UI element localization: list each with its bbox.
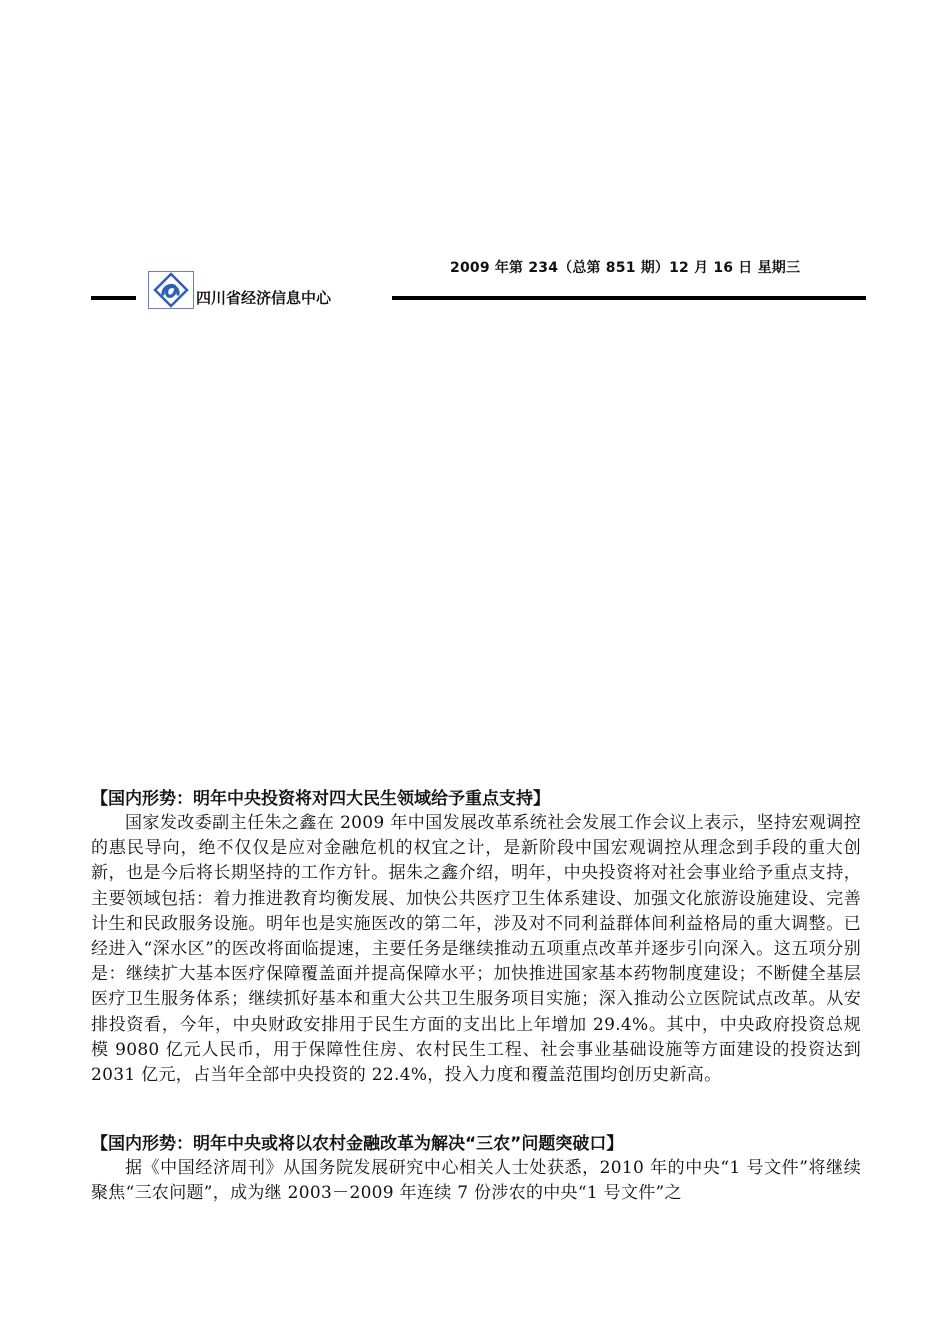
header-rule-left [91,296,136,300]
article [91,1132,861,1206]
article-body: 据《中国经济周刊》从国务院发展研究中心相关人士处获悉，2010 年的中央“1 号文件”将继续聚焦“三农问题”，成为继 2003－2009 年连续 7 份涉农的中央“1 号文件”之 [91,1158,861,1204]
header-rule-right [392,296,866,300]
article [91,787,861,1088]
issue-date-line: 2009 年第 234（总第 851 期）12 月 16 日 星期三 [450,260,801,276]
article-headline: 【国内形势：明年中央投资将对四大民生领域给予重点支持】 [91,789,550,809]
org-name: 四川省经济信息中心 [196,289,332,307]
article-headline: 【国内形势：明年中央或将以农村金融改革为解决“三农”问题突破口】 [91,1134,624,1154]
article-body: 国家发改委副主任朱之鑫在 2009 年中国发展改革系统社会发展工作会议上表示，坚持宏观调控的惠民导向，绝不仅仅是应对金融危机的权宜之计，是新阶段中国宏观调控从理念到手段的重大创新，也是今后将长期坚持的工作方针。据朱之鑫介绍，明年，中央投资将对社会事业给予重点支持，主要领域包括：着力推进教育均衡发展、加快公共医疗卫生体系建设、加强文化旅游设施建设、完善计生和民政服务设施。明年也是实施医改的第二年，涉及对不同利益群体间利益格局的重大调整。已经进入“深水区”的医改将面临提速，主要任务是继续推动五项重点改革并逐步引向深入。这五项分别是：继续扩大基本医疗保障覆盖面并提高保障水平；加快推进国家基本药物制度建设；不断健全基层医疗卫生服务体系；继续抓好基本和重大公共卫生服务项目实施；深入推动公立医院试点改革。从安排投资看，今年，中央财政安排用于民生方面的支出比上年增加 29.4%。其中，中央政府投资总规模 9080 亿元人民币，用于保障性住房、农村民生工程、社会事业基础设施等方面建设的投资达到 2031 亿元，占当年全部中央投资的 22.4%，投入力度和覆盖范围均创历史新高。 [91,813,861,1086]
sichuan-economic-info-logo-icon [148,271,194,309]
